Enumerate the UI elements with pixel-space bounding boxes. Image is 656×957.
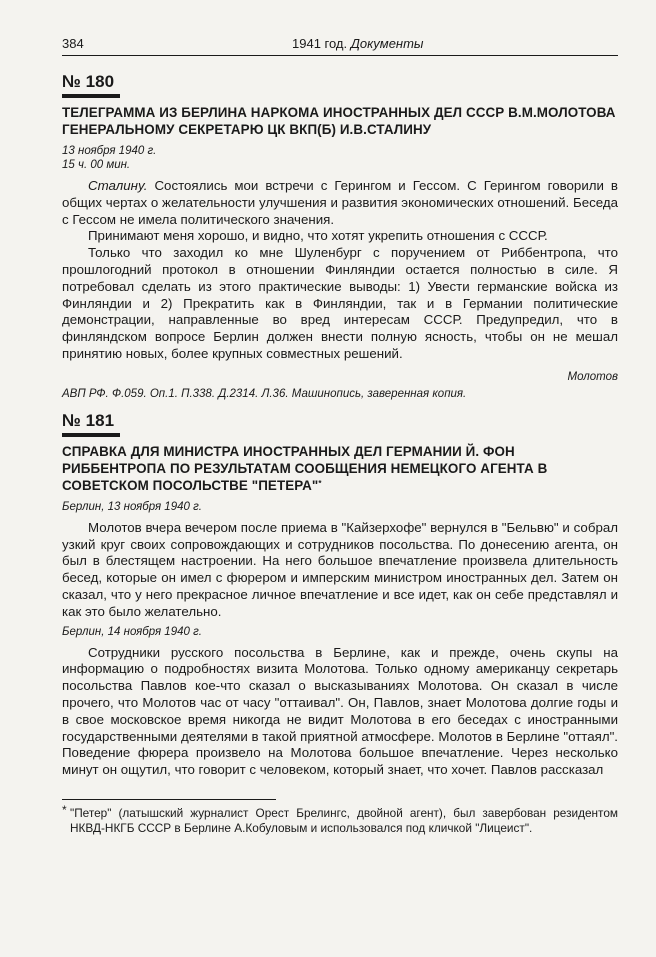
document-page bbox=[62, 36, 618, 836]
doc-180-date: 13 ноября 1940 г. bbox=[62, 145, 157, 157]
doc-181-date-1: Берлин, 13 ноября 1940 г. bbox=[62, 500, 202, 513]
doc-181-heading bbox=[62, 443, 618, 494]
doc-181-number: № 181 bbox=[62, 410, 115, 430]
running-title-year: 1941 год. bbox=[292, 36, 348, 51]
doc-181-paragraph-1: Молотов вчера вечером после приема в "Кайзерхофе" вернулся в "Бельвю" и собрал узкий круг своих сопровождающих и сотрудников посольства. По донесению агента, он был в блестящем настроении. На него большое впечатление произвела длительность бесед, которые он имел с фюрером и имперским министром иностранных дел. Затем он сказал, что у него прекрасное личное впечатление и все идет, как он себе представлял и как это было желательно. bbox=[62, 519, 618, 619]
footnote bbox=[62, 802, 618, 836]
doc-181-bar bbox=[62, 433, 120, 437]
doc-180-signature: Молотов bbox=[567, 370, 618, 383]
footnote-separator bbox=[62, 799, 276, 800]
doc-180-paragraph-3: Только что заходил ко мне Шуленбург с поручением от Риббентропа, что прошлогодний протокол в отношении Финляндии остается полностью в силе. Я потребовал сделать из этого практические выводы: 1) Увести германские войска из Финляндии и 2) Прекратить как в Финляндии, так и в Германии политические демонстрации, направленные во вред интересам СССР. Предупредил, что в финляндском вопросе Берлин должен внести полную ясность, чтобы он не мешал принятию новых, более крупных совместных решений. bbox=[62, 245, 618, 361]
doc-181-date-2: Берлин, 14 ноября 1940 г. bbox=[62, 625, 202, 638]
doc-180-heading: ТЕЛЕГРАММА ИЗ БЕРЛИНА НАРКОМА ИНОСТРАННЫХ ДЕЛ СССР В.М.МОЛОТОВА ГЕНЕРАЛЬНОМУ СЕКРЕТАРЮ ЦК ВКП(Б) И.В.СТАЛИНУ bbox=[62, 105, 616, 137]
footnote-mark: * bbox=[62, 802, 67, 817]
running-header bbox=[62, 36, 618, 56]
doc-180-time: 15 ч. 00 мин. bbox=[62, 159, 131, 171]
doc-180-paragraph-1 bbox=[62, 178, 618, 228]
doc-180-number: № 180 bbox=[62, 72, 115, 91]
doc-180-addressee: Сталину. bbox=[88, 178, 148, 193]
doc-180-p1-text: Состоялись мои встречи с Герингом и Гессом. С Герингом говорили в общих чертах о желательности улучшения и развития экономических отношений. Беседа с Гессом не имела политического значения. bbox=[62, 178, 618, 227]
doc-181-footnote-ref: * bbox=[318, 478, 322, 488]
page-number: 384 bbox=[62, 36, 84, 51]
footnote-text: "Петер" (латышский журналист Орест Брелингс, двойной агент), был завербован резидентом НКВД-НКГБ СССР в Берлине А.Кобуловым и использовался под кличкой "Лицеист". bbox=[70, 805, 618, 835]
doc-180-paragraph-2: Принимают меня хорошо, и видно, что хотят укрепить отношения с СССР. bbox=[88, 228, 548, 244]
doc-181-heading-text: СПРАВКА ДЛЯ МИНИСТРА ИНОСТРАННЫХ ДЕЛ ГЕРМАНИИ Й. ФОН РИББЕНТРОПА ПО РЕЗУЛЬТАТАМ СООБЩЕНИЯ НЕМЕЦКОГО АГЕНТА В СОВЕТСКОМ ПОСОЛЬСТВЕ "ПЕТЕРА" bbox=[62, 443, 548, 493]
doc-180-bar bbox=[62, 94, 120, 98]
doc-180-archive-ref: АВП РФ. Ф.059. Оп.1. П.338. Д.2314. Л.36. Машинопись, заверенная копия. bbox=[62, 387, 467, 400]
running-title bbox=[212, 36, 618, 52]
running-title-docs: Документы bbox=[350, 36, 424, 51]
doc-181-paragraph-2: Сотрудники русского посольства в Берлине, как и прежде, очень скупы на информацию о подробностях визита Молотова. Только одному американцу секретарь посольства Павлов кое-что сказал о высказываниях Молотова. Он сказал в числе прочего, что Молотов час от часу "оттаивал". Он, Павлов, знает Молотова долгие годы и в свое московское время никогда не видит Молотова в его беседах с иностранными государственными деятелями в такой приятной атмосфере. Молотов в Берлине "оттаял". Поведение фюрера произвело на Молотова большое впечатление. Через несколько минут он ощутил, что говорит с человеком, который знает, что хочет. Павлов рассказал bbox=[62, 644, 618, 778]
